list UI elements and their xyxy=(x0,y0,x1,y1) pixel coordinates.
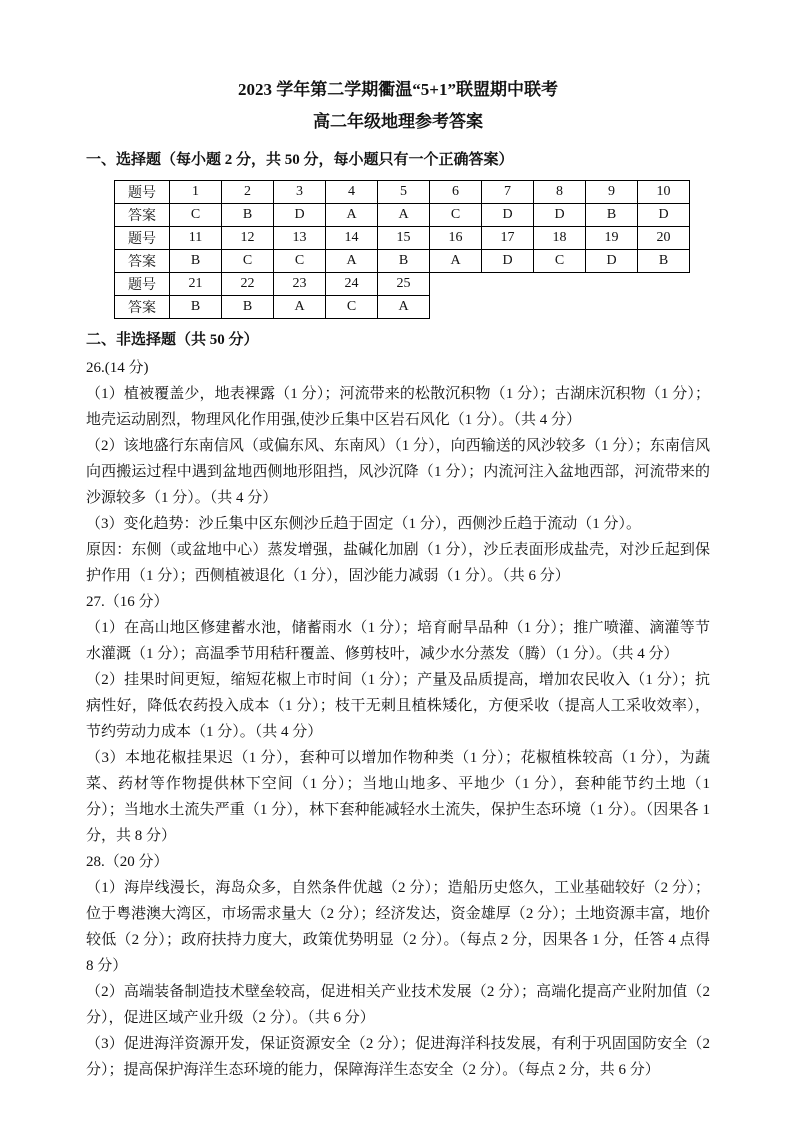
table-cell-empty xyxy=(482,296,534,319)
table-cell: 16 xyxy=(430,227,482,250)
table-cell: D xyxy=(638,204,690,227)
table-cell: 15 xyxy=(378,227,430,250)
table-cell: 14 xyxy=(326,227,378,250)
question-28-answer-2: （2）高端装备制造技术壁垒较高，促进相关产业技术发展（2 分）；高端化提高产业附加值（2 分），促进区域产业升级（2 分）。（共 6 分） xyxy=(86,984,710,1026)
question-27-heading: 27.（16 分） xyxy=(86,594,169,610)
question-26-answer-1: （1）植被覆盖少，地表裸露（1 分）；河流带来的松散沉积物（1 分）；古湖床沉积物（1 分）；地壳运动剧烈，物理风化作用强,使沙丘集中区岩石风化（1 分）。（共 4 分） xyxy=(86,386,710,428)
table-cell: A xyxy=(378,204,430,227)
table-cell-empty xyxy=(586,273,638,296)
table-cell: C xyxy=(534,250,586,273)
table-cell: 24 xyxy=(326,273,378,296)
table-cell: 9 xyxy=(586,181,638,204)
table-cell: 6 xyxy=(430,181,482,204)
table-cell: D xyxy=(274,204,326,227)
table-cell: 1 xyxy=(170,181,222,204)
table-cell: 3 xyxy=(274,181,326,204)
table-cell: C xyxy=(274,250,326,273)
row-label: 题号 xyxy=(115,273,170,296)
table-cell: B xyxy=(638,250,690,273)
table-cell-empty xyxy=(430,296,482,319)
table-cell-empty xyxy=(534,296,586,319)
row-label: 题号 xyxy=(115,227,170,250)
table-row xyxy=(115,181,690,204)
row-label: 题号 xyxy=(115,181,170,204)
table-row xyxy=(115,204,690,227)
table-cell-empty xyxy=(534,273,586,296)
table-cell: 11 xyxy=(170,227,222,250)
question-26-answer-2: （2）该地盛行东南信风（或偏东风、东南风）（1 分），向西输送的风沙较多（1 分）；东南信风向西搬运过程中遇到盆地西侧地形阻挡，风沙沉降（1 分）；内流河注入盆地西部，河流带来的沙源较多（1 分）。（共 4 分） xyxy=(86,438,710,506)
table-cell: D xyxy=(482,204,534,227)
table-cell: 13 xyxy=(274,227,326,250)
table-cell-empty xyxy=(586,296,638,319)
document-title: 2023 学年第二学期衢温“5+1”联盟期中联考 xyxy=(238,80,558,99)
table-cell: D xyxy=(534,204,586,227)
question-27-answer-2: （2）挂果时间更短，缩短花椒上市时间（1 分）；产量及品质提高，增加农民收入（1 分）；抗病性好，降低农药投入成本（1 分）；枝干无刺且植株矮化，方便采收（提高人工采收效率），节约劳动力成本（1 分）。（共 4 分） xyxy=(86,672,710,740)
table-row xyxy=(115,250,690,273)
table-cell: 23 xyxy=(274,273,326,296)
question-28-heading: 28.（20 分） xyxy=(86,854,169,870)
section-free-heading: 二、非选择题（共 50 分） xyxy=(86,332,259,348)
table-cell: 10 xyxy=(638,181,690,204)
table-cell: 19 xyxy=(586,227,638,250)
question-26-answer-3-reason: 原因：东侧（或盆地中心）蒸发增强，盐碱化加剧（1 分），沙丘表面形成盐壳，对沙丘起到保护作用（1 分）；西侧植被退化（1 分），固沙能力减弱（1 分）。（共 6 分） xyxy=(86,542,710,584)
table-cell-empty xyxy=(638,273,690,296)
free-response-answers xyxy=(86,355,710,1083)
table-cell: B xyxy=(222,204,274,227)
section-choice-heading: 一、选择题（每小题 2 分，共 50 分，每小题只有一个正确答案） xyxy=(86,152,514,168)
row-label: 答案 xyxy=(115,204,170,227)
table-cell: B xyxy=(222,296,274,319)
table-cell: A xyxy=(274,296,326,319)
question-28-answer-3: （3）促进海洋资源开发，保证资源安全（2 分）；促进海洋科技发展，有利于巩固国防安全（2 分）；提高保护海洋生态环境的能力，保障海洋生态安全（2 分）。（每点 2 分，共 6 分） xyxy=(86,1036,710,1078)
table-cell: C xyxy=(326,296,378,319)
table-cell: 20 xyxy=(638,227,690,250)
table-row xyxy=(115,227,690,250)
table-cell: C xyxy=(222,250,274,273)
table-cell: A xyxy=(326,204,378,227)
document-subtitle: 高二年级地理参考答案 xyxy=(313,112,483,131)
table-cell: 25 xyxy=(378,273,430,296)
table-cell: 8 xyxy=(534,181,586,204)
table-row xyxy=(115,296,690,319)
table-cell: A xyxy=(430,250,482,273)
table-cell: 21 xyxy=(170,273,222,296)
table-cell: 17 xyxy=(482,227,534,250)
row-label: 答案 xyxy=(115,250,170,273)
table-cell: 7 xyxy=(482,181,534,204)
table-cell: B xyxy=(170,296,222,319)
table-cell: A xyxy=(326,250,378,273)
answer-key-table xyxy=(114,180,690,319)
table-cell: D xyxy=(586,250,638,273)
question-26-answer-3: （3）变化趋势：沙丘集中区东侧沙丘趋于固定（1 分），西侧沙丘趋于流动（1 分）。 xyxy=(86,516,642,532)
question-27-answer-3: （3）本地花椒挂果迟（1 分），套种可以增加作物种类（1 分）；花椒植株较高（1 分），为蔬菜、药材等作物提供林下空间（1 分）；当地山地多、平地少（1 分），套种能节约土地（1 分）；当地水土流失严重（1 分），林下套种能减轻水土流失，保护生态环境（1 分）。（因果各 1 分，共 8 分） xyxy=(86,750,710,844)
table-cell: B xyxy=(170,250,222,273)
table-cell: A xyxy=(378,296,430,319)
question-27-answer-1: （1）在高山地区修建蓄水池，储蓄雨水（1 分）；培育耐旱品种（1 分）；推广喷灌、滴灌等节水灌溉（1 分）；高温季节用秸秆覆盖、修剪枝叶，减少水分蒸发（腾）（1 分）。（共 4 分） xyxy=(86,620,710,662)
table-cell-empty xyxy=(430,273,482,296)
table-cell: C xyxy=(170,204,222,227)
table-cell: 12 xyxy=(222,227,274,250)
table-cell: B xyxy=(378,250,430,273)
question-28-answer-1: （1）海岸线漫长，海岛众多，自然条件优越（2 分）；造船历史悠久，工业基础较好（2 分）；位于粤港澳大湾区，市场需求量大（2 分）；经济发达，资金雄厚（2 分）；土地资源丰富，地价较低（2 分）；政府扶持力度大，政策优势明显（2 分）。（每点 2 分，因果各 1 分，任答 4 点得 8 分） xyxy=(86,880,710,974)
table-row xyxy=(115,273,690,296)
table-cell-empty xyxy=(482,273,534,296)
table-cell: C xyxy=(430,204,482,227)
table-cell: 22 xyxy=(222,273,274,296)
table-cell: D xyxy=(482,250,534,273)
table-cell: 5 xyxy=(378,181,430,204)
table-cell: 4 xyxy=(326,181,378,204)
row-label: 答案 xyxy=(115,296,170,319)
table-cell-empty xyxy=(638,296,690,319)
table-cell: B xyxy=(586,204,638,227)
question-26-heading: 26.(14 分) xyxy=(86,360,149,376)
table-cell: 2 xyxy=(222,181,274,204)
table-cell: 18 xyxy=(534,227,586,250)
